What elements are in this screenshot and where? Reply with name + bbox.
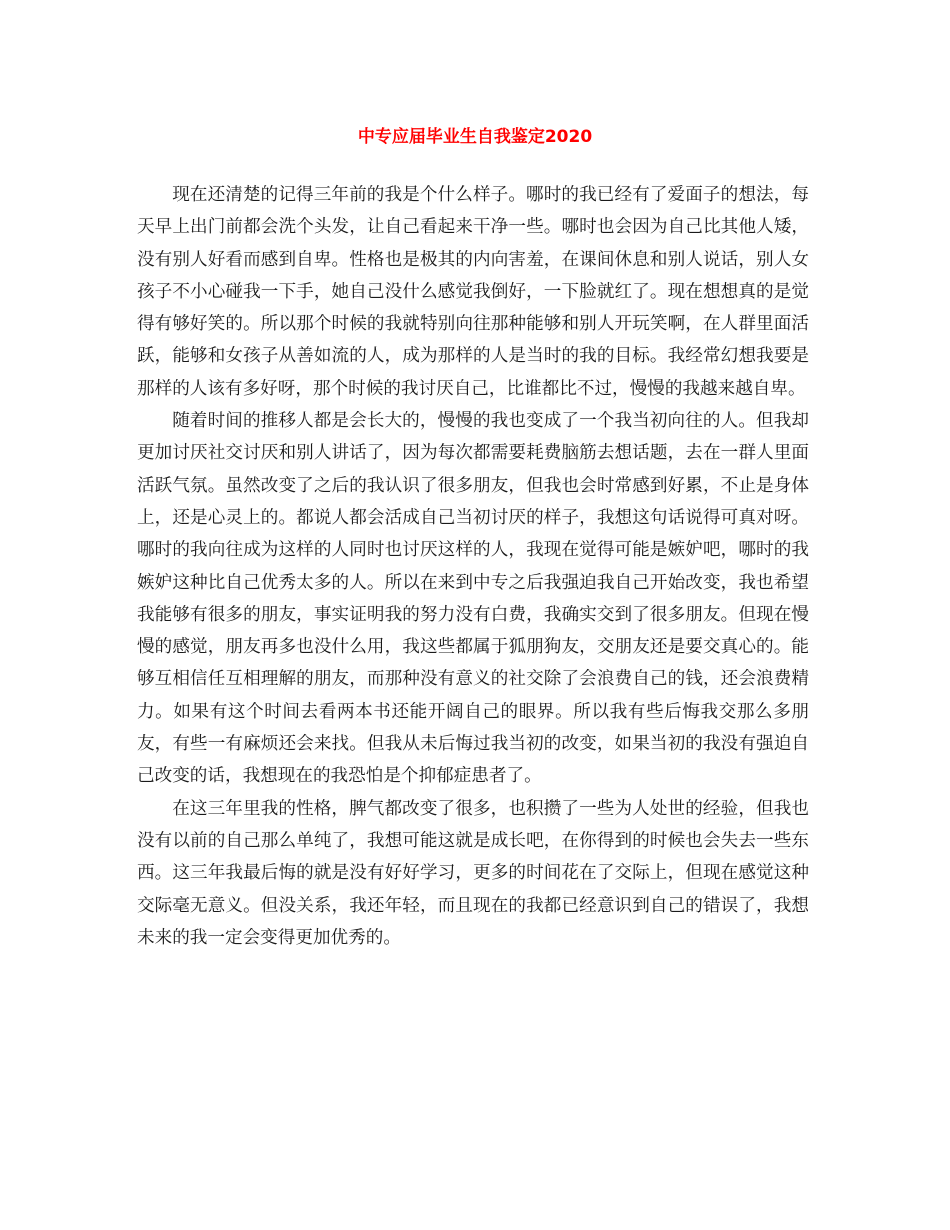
paragraph-1: 现在还清楚的记得三年前的我是个什么样子。哪时的我已经有了爱面子的想法，每天早上出门前都会洗个头发，让自己看起来干净一些。哪时也会因为自己比其他人矮，没有别人好看而感到自卑。性格也是极其的内向害羞，在课间休息和别人说话，别人女孩子不小心碰我一下手，她自己没什么感觉我倒好，一下脸就红了。现在想想真的是觉得有够好笑的。所以那个时候的我就特别向往那种能够和别人开玩笑啊，在人群里面活跃，能够和女孩子从善如流的人，成为那样的人是当时的我的目标。我经常幻想我要是那样的人该有多好呀，那个时候的我讨厌自己，比谁都比不过，慢慢的我越来越自卑。 xyxy=(137,185,809,399)
paragraph-2: 随着时间的推移人都是会长大的，慢慢的我也变成了一个我当初向往的人。但我却更加讨厌社交讨厌和别人讲话了，因为每次都需要耗费脑筋去想话题，去在一群人里面活跃气氛。虽然改变了之后的我认识了很多朋友，但我也会时常感到好累，不止是身体上，还是心灵上的。都说人都会活成自己当初讨厌的样子，我想这句话说得可真对呀。哪时的我向往成为这样的人同时也讨厌这样的人，我现在觉得可能是嫉妒吧，哪时的我嫉妒这种比自己优秀太多的人。所以在来到中专之后我强迫我自己开始改变，我也希望我能够有很多的朋友，事实证明我的努力没有白费，我确实交到了很多朋友。但现在慢慢的感觉，朋友再多也没什么用，我这些都属于狐朋狗友，交朋友还是要交真心的。能够互相信任互相理解的朋友，而那种没有意义的社交除了会浪费自己的钱，还会浪费精力。如果有这个时间去看两本书还能开阔自己的眼界。所以我有些后悔我交那么多朋友，有些一有麻烦还会来找。但我从未后悔过我当初的改变，如果当初的我没有强迫自己改变的话，我想现在的我恐怕是个抑郁症患者了。 xyxy=(137,411,809,787)
paragraph-3: 在这三年里我的性格，脾气都改变了很多，也积攒了一些为人处世的经验，但我也没有以前的自己那么单纯了，我想可能这就是成长吧，在你得到的时候也会失去一些东西。这三年我最后悔的就是没有好好学习，更多的时间花在了交际上，但现在感觉这种交际毫无意义。但没关系，我还年轻，而且现在的我都已经意识到自己的错误了，我想未来的我一定会变得更加优秀的。 xyxy=(137,798,809,948)
document-title: 中专应届毕业生自我鉴定2020 xyxy=(357,127,593,147)
document-body xyxy=(137,179,809,954)
